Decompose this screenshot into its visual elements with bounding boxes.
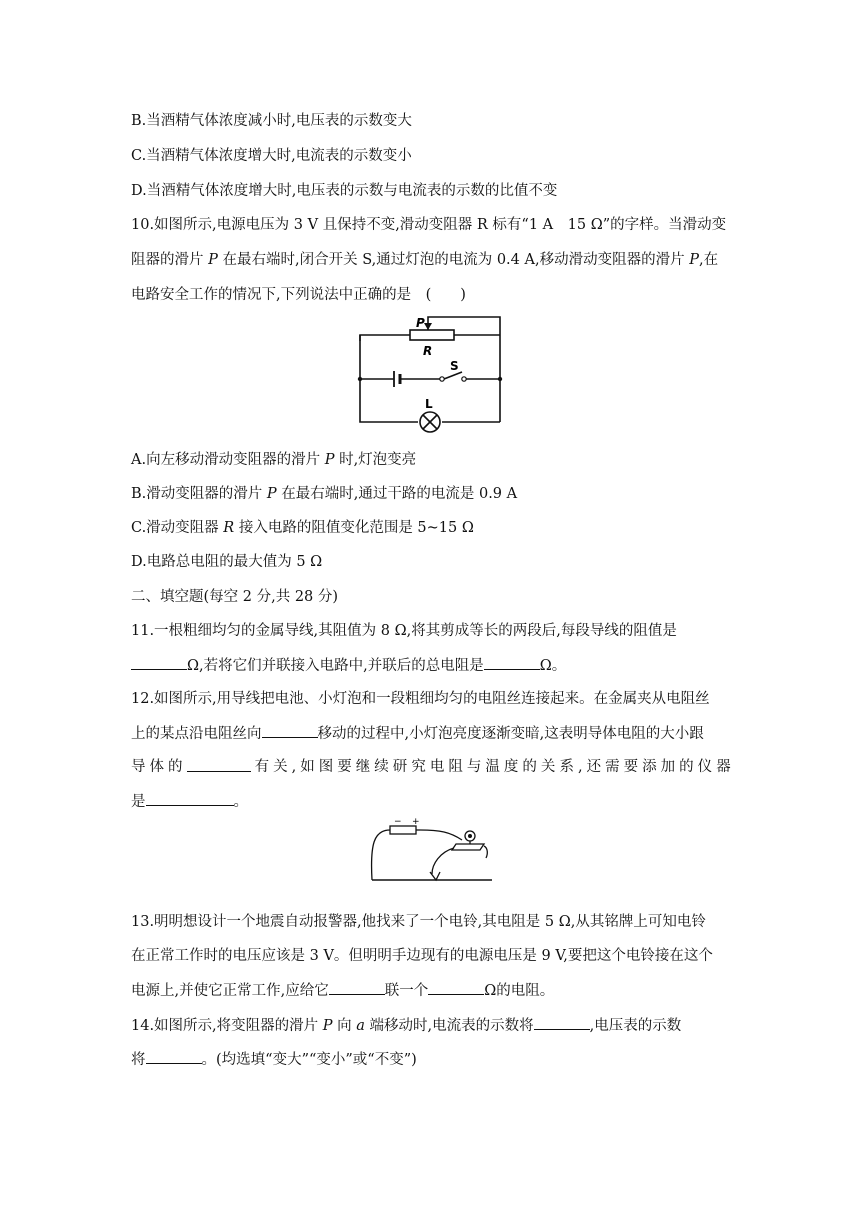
section-heading: 二、填空题(每空 2 分,共 28 分) — [131, 589, 339, 605]
q14-stem-line2: 将 。(均选填“变大”“变小”或“不变”) — [131, 1049, 417, 1070]
answer-blank[interactable] — [146, 1049, 202, 1064]
answer-blank[interactable] — [428, 980, 484, 995]
answer-blank[interactable] — [329, 980, 385, 995]
q10-stem-line2: 阻器的滑片 P 在最右端时,闭合开关 S,通过灯泡的电流为 0.4 A,移动滑动变阻器的滑片 P,在 — [131, 252, 719, 268]
q10-circuit-diagram — [350, 308, 510, 433]
answer-blank[interactable] — [484, 655, 540, 670]
lamp-icon — [468, 834, 472, 838]
q9-option-d: D.当酒精气体浓度增大时,电压表的示数与电流表的示数的比值不变 — [131, 183, 558, 199]
q12-apparatus-figure — [360, 814, 500, 894]
battery-plus-sign: + — [412, 817, 420, 827]
answer-blank[interactable] — [262, 723, 318, 738]
slider-arrow-icon — [424, 323, 432, 330]
q10-option-d: D.电路总电阻的最大值为 5 Ω — [131, 554, 323, 570]
q13-stem-line3: 电源上,并使它正常工作,应给它 联一个 Ω的电阻。 — [131, 980, 554, 1001]
q14-stem-line1: 14.如图所示,将变阻器的滑片 P 向 a 端移动时,电流表的示数将 ,电压表的示数 — [131, 1015, 681, 1036]
answer-blank[interactable] — [146, 791, 234, 806]
q11-stem-line2: Ω,若将它们并联接入电路中,并联后的总电阻是 Ω。 — [131, 655, 566, 676]
q12-stem-line4: 是 。 — [131, 791, 248, 812]
q9-option-c: C.当酒精气体浓度增大时,电流表的示数变小 — [131, 148, 412, 164]
q10-stem-line1: 10.如图所示,电源电压为 3 V 且保持不变,滑动变阻器 R 标有“1 A 15 Ω”的字样。当滑动变 — [131, 217, 727, 233]
label-p: P — [416, 316, 425, 330]
q9-option-b: B.当酒精气体浓度减小时,电压表的示数变大 — [131, 113, 412, 129]
label-s: S — [450, 359, 459, 373]
answer-blank[interactable] — [131, 655, 187, 670]
q13-stem-line2: 在正常工作时的电压应该是 3 V。但明明手边现有的电源电压是 9 V,要把这个电铃接在这个 — [131, 948, 713, 964]
q12-stem-line2: 上的某点沿电阻丝向 移动的过程中,小灯泡亮度逐渐变暗,这表明导体电阻的大小跟 — [131, 723, 704, 744]
q10-option-c: C.滑动变阻器 R 接入电路的阻值变化范围是 5~15 Ω — [131, 520, 474, 536]
q10-option-a: A.向左移动滑动变阻器的滑片 P 时,灯泡变亮 — [131, 452, 417, 468]
answer-blank[interactable] — [534, 1015, 590, 1030]
q10-stem-line3: 电路安全工作的情况下,下列说法中正确的是 ( ) — [131, 287, 466, 303]
q13-stem-line1: 13.明明想设计一个地震自动报警器,他找来了一个电铃,其电阻是 5 Ω,从其铭牌上可知电铃 — [131, 914, 706, 930]
label-r: R — [423, 344, 433, 358]
q10-option-b: B.滑动变阻器的滑片 P 在最右端时,通过干路的电流是 0.9 A — [131, 486, 518, 502]
q12-stem-line3: 导 体 的 有 关 , 如 图 要 继 续 研 究 电 阻 与 温 度 的 关 系 , 还 需 要 添 加 的 仪 器 — [131, 759, 731, 775]
q11-stem-line1: 11.一根粗细均匀的金属导线,其阻值为 8 Ω,将其剪成等长的两段后,每段导线的阻值是 — [131, 623, 677, 639]
q12-stem-line1: 12.如图所示,用导线把电池、小灯泡和一段粗细均匀的电阻丝连接起来。在金属夹从电阻丝 — [131, 691, 710, 707]
answer-blank[interactable] — [187, 757, 251, 772]
battery-minus-sign: − — [394, 817, 402, 827]
label-l: L — [425, 397, 433, 411]
